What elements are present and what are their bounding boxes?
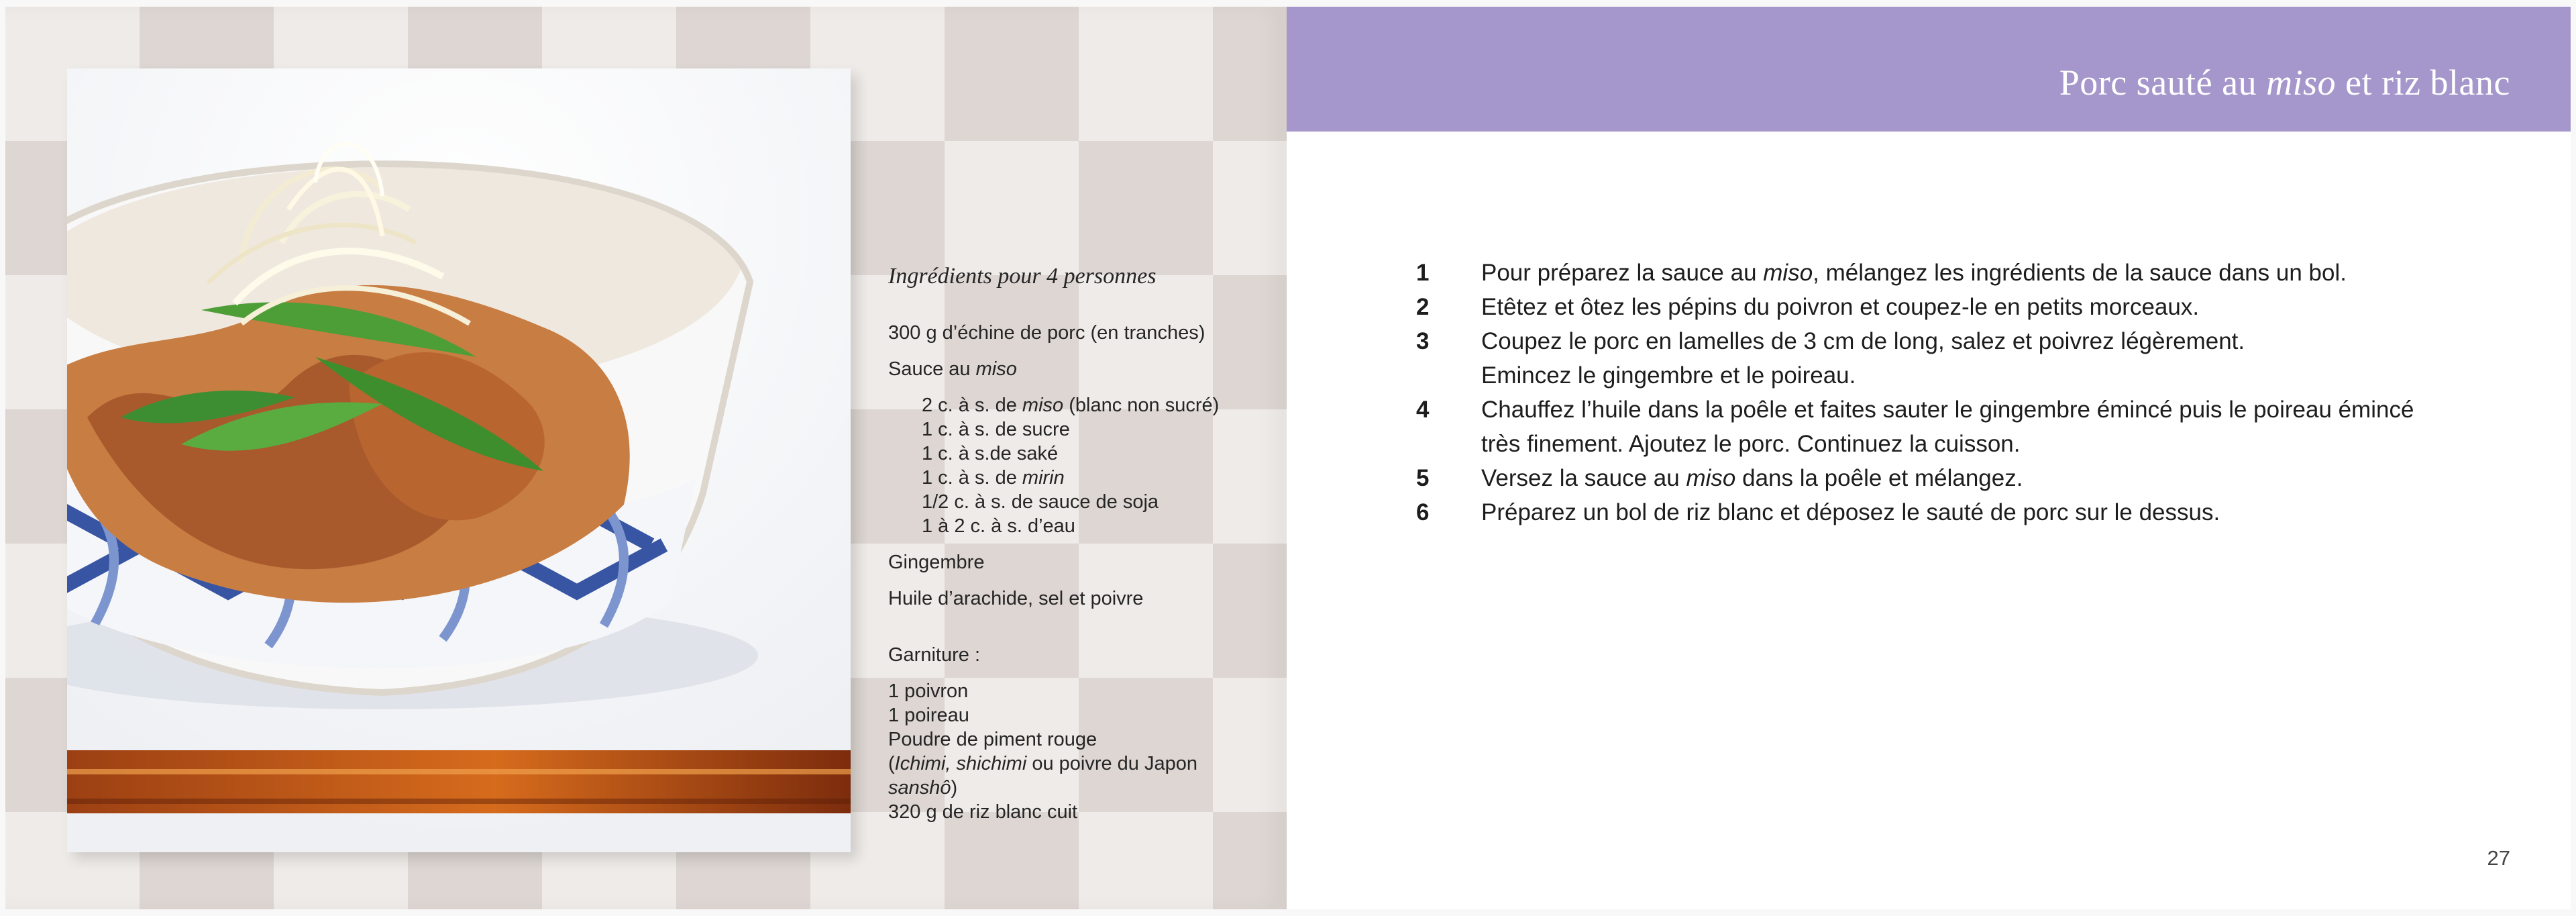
step-number-3: 3: [1416, 328, 1430, 354]
step-text-2: Etêtez et ôtez les pépins du poivron et coupez-le en petits morceaux.: [1481, 294, 2200, 320]
pork-miso-bowl-illustration: [67, 68, 851, 852]
garnish-note-close: ): [951, 777, 958, 799]
sauce-item-sugar: 1 c. à s. de sucre: [922, 419, 1070, 440]
ingredients-list: [888, 264, 1250, 824]
garnish-note-sansho: sanshô: [888, 777, 951, 799]
garnish-title: Garniture :: [888, 644, 980, 666]
sauce-item-sake: 1 c. à s.de saké: [922, 443, 1059, 464]
recipe-title-prefix: Porc sauté au: [2059, 62, 2267, 103]
step-text-3: [1481, 324, 2489, 393]
garnish-note-line-2: [888, 776, 1250, 800]
sauce-item-mirin: [888, 466, 1250, 490]
ingredient-oil: Huile d’arachide, sel et poivre: [888, 588, 1144, 609]
step-text-5: [1481, 461, 2489, 495]
garnish-note-middle: ou poivre du Japon: [1026, 753, 1198, 774]
recipe-step-3: [1416, 324, 2489, 393]
step-text-4: [1481, 393, 2489, 461]
recipe-step-4: [1416, 393, 2489, 461]
sauce-item-miso-suffix: (blanc non sucré): [1063, 395, 1220, 416]
garnish-note-line-1: [888, 752, 1250, 776]
sauce-label-miso: miso: [975, 358, 1017, 380]
step-number-1: 1: [1416, 260, 1430, 286]
recipe-step-5: [1416, 461, 2489, 495]
step-1-text-miso: miso: [1763, 260, 1813, 286]
step-5-text-part-1: Versez la sauce au: [1481, 465, 1686, 491]
step-text-1: [1481, 256, 2489, 290]
step-1-text-part-1: Pour préparez la sauce au: [1481, 260, 1764, 286]
sauce-label: [888, 357, 1250, 381]
ingredient-ginger: Gingembre: [888, 552, 985, 573]
recipe-steps: [1416, 256, 2489, 529]
sauce-item-mirin-prefix: 1 c. à s. de: [922, 467, 1022, 489]
sauce-item-water: 1 à 2 c. à s. d’eau: [922, 515, 1075, 537]
garnish-item-leek: 1 poireau: [888, 705, 969, 726]
sauce-label-prefix: Sauce au: [888, 358, 976, 380]
step-3-line-2: Emincez le gingembre et le poireau.: [1481, 362, 1856, 389]
recipe-header-band: [1287, 7, 2571, 132]
sauce-item-miso-word: miso: [1022, 395, 1064, 416]
ingredient-pork: 300 g d’échine de porc (en tranches): [888, 322, 1205, 344]
step-1-text-part-3: , mélangez les ingrédients de la sauce dans un bol.: [1813, 260, 2347, 286]
step-4-line-2: très finement. Ajoutez le porc. Continuez la cuisson.: [1481, 431, 2021, 457]
right-page: [1287, 7, 2571, 909]
ingredient-rice: 320 g de riz blanc cuit: [888, 801, 1078, 823]
sauce-item-mirin-word: mirin: [1022, 467, 1065, 489]
page-number: 27: [2487, 846, 2510, 870]
recipe-title-miso: miso: [2266, 62, 2337, 103]
step-5-text-miso: miso: [1686, 465, 1736, 491]
sauce-item-soy: 1/2 c. à s. de sauce de soja: [922, 491, 1159, 513]
recipe-photo: [67, 68, 851, 852]
step-number-2: 2: [1416, 294, 1430, 320]
recipe-step-1: [1416, 256, 2489, 290]
step-4-line-1: Chauffez l’huile dans la poêle et faites sauter le gingembre émincé puis le poireau émincé: [1481, 397, 2414, 423]
ingredients-title: Ingrédients pour 4 personnes: [888, 264, 1157, 289]
recipe-title: [2059, 62, 2510, 103]
step-number-4: 4: [1416, 397, 1430, 423]
garnish-item-chili: Poudre de piment rouge: [888, 729, 1097, 750]
step-number-6: 6: [1416, 499, 1430, 525]
step-5-text-part-3: dans la poêle et mélangez.: [1735, 465, 2023, 491]
sauce-item-miso: [888, 393, 1250, 417]
step-3-line-1: Coupez le porc en lamelles de 3 cm de long, salez et poivrez légèrement.: [1481, 328, 2245, 354]
left-page: [5, 7, 1287, 909]
garnish-item-pepper: 1 poivron: [888, 680, 969, 702]
step-number-5: 5: [1416, 465, 1430, 491]
sauce-item-miso-prefix: 2 c. à s. de: [922, 395, 1022, 416]
recipe-step-6: [1416, 495, 2489, 529]
recipe-step-2: [1416, 290, 2489, 324]
recipe-title-suffix: et riz blanc: [2336, 62, 2510, 103]
step-text-6: Préparez un bol de riz blanc et déposez le sauté de porc sur le dessus.: [1481, 499, 2220, 525]
garnish-note-ichimi-shichimi: Ichimi, shichimi: [894, 753, 1027, 774]
garnish-note-open: (: [888, 753, 895, 774]
